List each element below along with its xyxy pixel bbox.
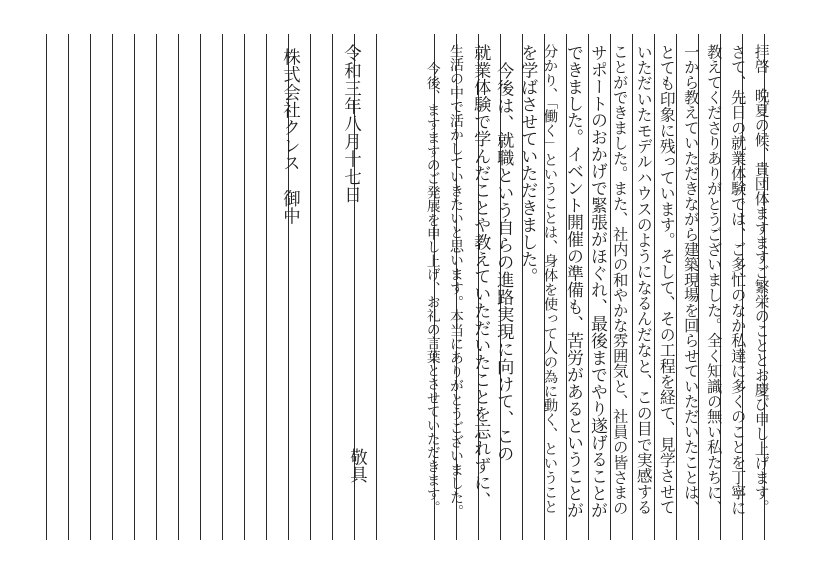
rule-line (632, 34, 633, 540)
rule-line (332, 34, 333, 540)
rule-line (68, 34, 69, 540)
rule-line (112, 34, 113, 540)
letter-line: 拝啓 晩夏の候、貴団体ますますご繁栄のこととお慶び申し上げます。 (752, 44, 770, 515)
letter-line: 分かり、「働く」ということは、身体を使って人の為に動く、ということ (541, 44, 558, 514)
rule-line (376, 34, 377, 540)
rule-line (156, 34, 157, 540)
rule-line (244, 34, 245, 540)
letter-recipient: 株式会社クレス 御中 (280, 48, 301, 225)
rule-line (222, 34, 223, 540)
letter-line-indented: 今後は、就職という自らの進路実現に向けて、この (493, 62, 514, 463)
rule-line (200, 34, 201, 540)
letter-line: サポートのおかげで緊張がほぐれ、最後までやり遂げることが (587, 44, 608, 519)
rule-line (178, 34, 179, 540)
letter-line: 生活の中で活かしていきたいと思います。本当にありがとうございました。 (446, 44, 463, 519)
letter-line: とても印象に残っています。そして、その工程を経て、見学させて (657, 44, 677, 515)
rule-line (654, 34, 655, 540)
letter-closing: 敬具 (347, 448, 368, 484)
letter-line: さて、先日の就業体験では、ご多忙のなか私達に多くのことを丁寧に (729, 44, 748, 516)
rule-line (46, 34, 47, 540)
rule-line (310, 34, 311, 540)
letter-line: いただいたモデルハウスのようになるんだなと、この目で実感する (634, 44, 654, 515)
left-page-ruled-lines (46, 34, 382, 540)
rule-line (134, 34, 135, 540)
rule-line (90, 34, 91, 540)
letter-line: 今後、ますますのご発展を申し上げ、お礼の言葉とさせていただきます。 (423, 62, 440, 515)
letter-line: を学ばさせていただきました。 (517, 44, 538, 285)
rule-line (266, 34, 267, 540)
letter-line: 教えてくださりありがとうございました。全く知識の無い私たちに、 (705, 44, 724, 516)
letter-date: 令和三年八月十七日 (341, 44, 362, 204)
letter-line: ことができました。また、社内の和やかな雰囲気と、社員の皆さまの (611, 44, 630, 516)
letter-line: できました。イベント開催の準備も、苦労があるということが (563, 44, 584, 519)
letter-line: 就業体験で学んだことや教えていただいたことを忘れずに、 (470, 44, 491, 509)
letter-line: 一から教えていただきながら建築現場を回らせていただいたことは、 (682, 44, 701, 516)
